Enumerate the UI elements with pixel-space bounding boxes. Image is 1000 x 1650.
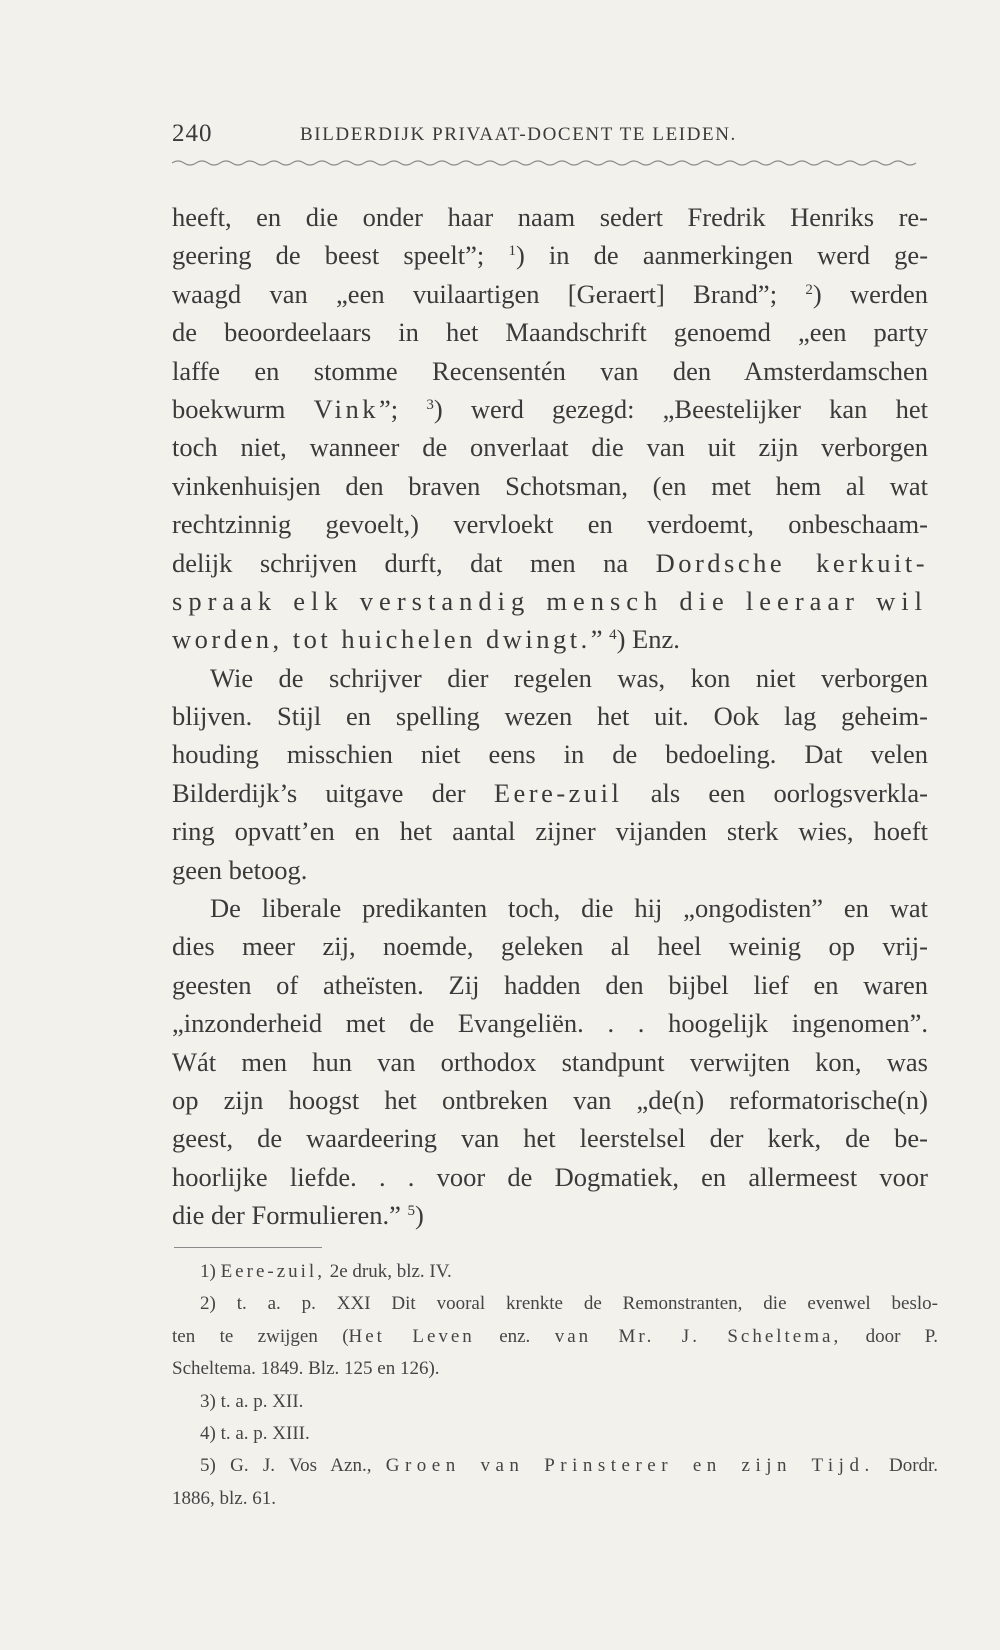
footnote-2-cont: Scheltema. 1849. Blz. 125 en 126).	[172, 1358, 440, 1380]
text-line: houding misschien niet eens in de bedoeling. Dat velen	[172, 739, 928, 770]
text-line: hoorlijke liefde. . . voor de Dogmatiek, en allermeest voor	[172, 1161, 928, 1192]
text-line: rechtzinnig gevoelt,) vervloekt en verdoemt, onbeschaam-	[172, 509, 928, 540]
text-line: ring opvatt’en en het aantal zijner vijanden sterk wies, hoeft	[172, 816, 928, 847]
text-line: De liberale predikanten toch, die hij „ongodisten” en wat	[210, 893, 928, 924]
text-line: toch niet, wanneer de onverlaat die van uit zijn verborgen	[172, 432, 928, 463]
text-line: boekwurm Vink”; $^3$) werd gezegd: „Beestelijker kan het	[172, 393, 929, 424]
text-line: worden, tot huichelen dwingt.” $^4$) Enz.	[172, 624, 680, 655]
footnote-ref: 4	[609, 627, 617, 644]
text-line: laffe en stomme Recensentén van den Amsterdamschen	[172, 355, 928, 386]
footnote-2-cont: ten te zwijgen (Het Leven enz. van Mr. J. Scheltema, door P.	[172, 1325, 938, 1347]
footnote-ref: 3	[426, 396, 434, 413]
footnotes	[172, 1256, 938, 1515]
text-line: spraak elk verstandig mensch die leeraar wil	[172, 585, 928, 616]
text-line: geering de beest speelt”; $^1$) in de aanmerkingen werd ge-	[172, 240, 929, 271]
text-line: delijk schrijven durft, dat men na Dordsche kerkuit-	[172, 547, 929, 578]
text-line: blijven. Stijl en spelling wezen het uit. Ook lag geheim-	[172, 701, 928, 732]
running-head: BILDERDIJK PRIVAAT-DOCENT TE LEIDEN.	[300, 124, 737, 145]
text-line: Wie de schrijver dier regelen was, kon niet verborgen	[210, 662, 928, 693]
text-line: de beoordeelaars in het Maandschrift genoemd „een party	[172, 317, 928, 348]
footnote-2: 2) t. a. p. XXI Dit vooral krenkte de Remonstranten, die evenwel beslo-	[200, 1293, 938, 1315]
footnote-5-cont: 1886, blz. 61.	[172, 1487, 276, 1509]
text-line: vinkenhuisjen den braven Schotsman, (en met hem al wat	[172, 470, 928, 501]
header-rule	[172, 158, 922, 168]
text-line: dies meer zij, noemde, geleken al heel weinig op vrij-	[172, 931, 928, 962]
footnote-3: 3) t. a. p. XII.	[200, 1390, 304, 1412]
text-line: geen betoog.	[172, 854, 308, 885]
footnote-rule	[174, 1247, 322, 1248]
footnote-1: 1) Eere-zuil, 2e druk, blz. IV.	[200, 1261, 452, 1282]
text-line: die der Formulieren.” $^5$)	[172, 1200, 424, 1231]
text-line: Bilderdijk’s uitgave der Eere-zuil als een oorlogsverkla-	[172, 777, 929, 808]
body-text	[172, 198, 928, 1235]
page-number: 240	[172, 120, 213, 147]
text-line: waagd van „een vuilaartigen [Geraert] Brand”; $^2$) werden	[172, 278, 928, 309]
text-line: „inzonderheid met de Evangeliën. . . hoogelijk ingenomen”.	[172, 1008, 928, 1039]
footnote-4: 4) t. a. p. XIII.	[200, 1422, 310, 1444]
text-line: heeft, en die onder haar naam sedert Fredrik Henriks re-	[172, 202, 928, 232]
footnote-ref: 2	[805, 281, 813, 298]
text-line: op zijn hoogst het ontbreken van „de(n) reformatorische(n)	[172, 1084, 928, 1115]
footnote-5: 5) G. J. Vos Azn., Groen van Prinsterer en zijn Tijd. Dordr.	[200, 1455, 939, 1477]
text-line: Wát men hun van orthodox standpunt verwijten kon, was	[172, 1046, 928, 1077]
footnote-ref: 5	[407, 1203, 415, 1220]
footnote-ref: 1	[508, 243, 516, 260]
text-line: geesten of atheïsten. Zij hadden den bijbel lief en waren	[172, 969, 928, 1000]
text-line: geest, de waardeering van het leerstelsel der kerk, de be-	[172, 1123, 928, 1154]
